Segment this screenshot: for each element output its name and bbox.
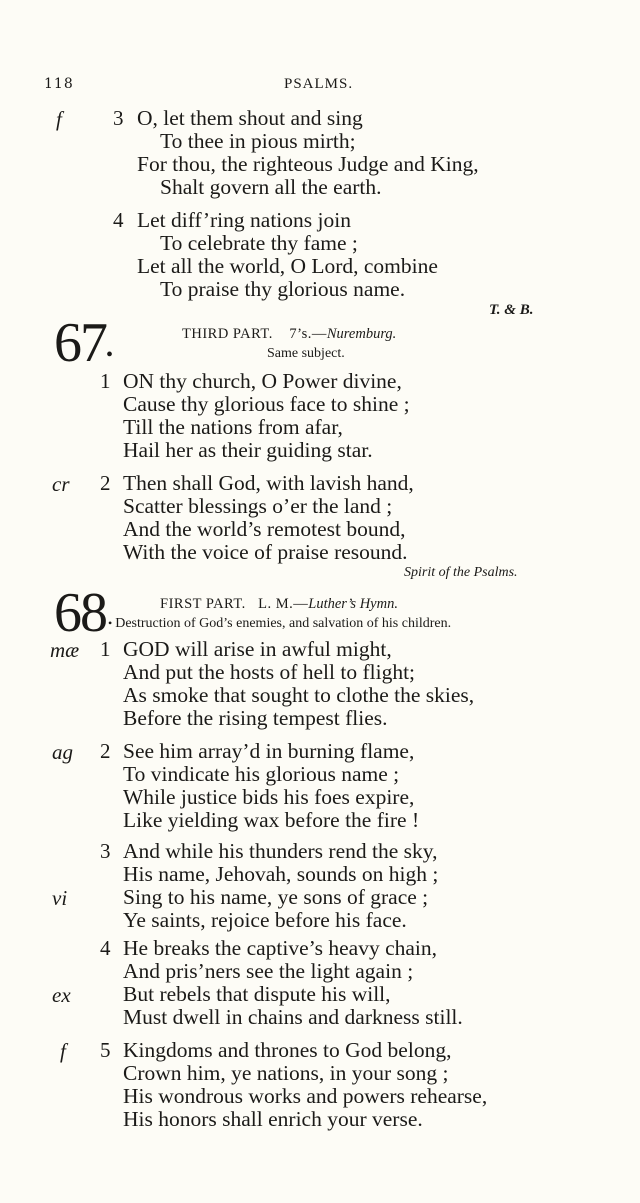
verse-line: Sing to his name, ye sons of grace ; xyxy=(123,885,429,909)
verse-line: To thee in pious mirth; xyxy=(160,129,356,153)
hymn-number: 67• xyxy=(54,312,112,374)
page-number: 118 xyxy=(44,76,74,92)
verse-number: 3 xyxy=(100,839,111,863)
verse-line: Cause thy glorious face to shine ; xyxy=(123,392,410,416)
verse-line: Till the nations from afar, xyxy=(123,415,343,439)
verse-line: Scatter blessings o’er the land ; xyxy=(123,494,393,518)
verse-number: 5 xyxy=(100,1038,111,1062)
verse-number: 4 xyxy=(100,936,111,960)
hymn-heading: FIRST PART. L. M.—Luther’s Hymn. xyxy=(160,596,398,612)
verse-number: 2 xyxy=(100,739,111,763)
dynamic-mark: f xyxy=(60,1039,66,1063)
verse-line: Crown him, ye nations, in your song ; xyxy=(123,1061,449,1085)
verse-line: But rebels that dispute his will, xyxy=(123,982,391,1006)
verse-line: And the world’s remotest bound, xyxy=(123,517,406,541)
verse-line: GOD will arise in awful might, xyxy=(123,637,392,661)
dynamic-mark: f xyxy=(56,107,62,131)
dynamic-mark: ex xyxy=(52,983,71,1007)
source-attribution: Spirit of the Psalms. xyxy=(404,565,518,580)
verse-line: To celebrate thy fame ; xyxy=(160,231,358,255)
verse-line: For thou, the righteous Judge and King, xyxy=(137,152,479,176)
verse-line: To vindicate his glorious name ; xyxy=(123,762,400,786)
verse-line: He breaks the captive’s heavy chain, xyxy=(123,936,438,960)
verse-line: And pris’ners see the light again ; xyxy=(123,959,414,983)
verse-line: His name, Jehovah, sounds on high ; xyxy=(123,862,439,886)
verse-line: Shalt govern all the earth. xyxy=(160,175,382,199)
hymn-heading: THIRD PART. 7’s.—Nuremburg. xyxy=(182,326,397,342)
verse-number: 1 xyxy=(100,369,111,393)
dynamic-mark: vi xyxy=(52,886,68,910)
verse-number: 4 xyxy=(113,208,124,232)
verse-line: As smoke that sought to clothe the skies, xyxy=(123,683,475,707)
running-title: PSALMS. xyxy=(284,76,354,92)
verse-line: And while his thunders rend the sky, xyxy=(123,839,438,863)
verse-number: 2 xyxy=(100,471,111,495)
dynamic-mark: ag xyxy=(52,740,73,764)
hymn-subject: • Destruction of God’s enemies, and salvation of his children. xyxy=(108,616,452,631)
verse-line: His wondrous works and powers rehearse, xyxy=(123,1084,488,1108)
verse-line: Must dwell in chains and darkness still. xyxy=(123,1005,463,1029)
verse-line: See him array’d in burning flame, xyxy=(123,739,415,763)
verse-line: And put the hosts of hell to flight; xyxy=(123,660,416,684)
hymn-number: 68 xyxy=(54,582,106,644)
verse-line: Like yielding wax before the fire ! xyxy=(123,808,420,832)
verse-line: To praise thy glorious name. xyxy=(160,277,406,301)
verse-line: While justice bids his foes expire, xyxy=(123,785,415,809)
verse-line: Kingdoms and thrones to God belong, xyxy=(123,1038,452,1062)
verse-line: Before the rising tempest flies. xyxy=(123,706,388,730)
verse-line: Let all the world, O Lord, combine xyxy=(137,254,438,278)
verse-line: O, let them shout and sing xyxy=(137,106,363,130)
verse-line: Then shall God, with lavish hand, xyxy=(123,471,414,495)
dynamic-mark: cr xyxy=(52,472,70,496)
verse-line: Hail her as their guiding star. xyxy=(123,438,373,462)
verse-line: ON thy church, O Power divine, xyxy=(123,369,402,393)
verse-line: Let diff’ring nations join xyxy=(137,208,351,232)
hymn-subject: Same subject. xyxy=(267,346,345,361)
verse-line: With the voice of praise resound. xyxy=(123,540,408,564)
author-attribution: T. & B. xyxy=(489,302,534,318)
verse-number: 1 xyxy=(100,637,111,661)
verse-line: Ye saints, rejoice before his face. xyxy=(123,908,407,932)
dynamic-mark: mæ xyxy=(50,638,80,662)
verse-line: His honors shall enrich your verse. xyxy=(123,1107,423,1131)
verse-number: 3 xyxy=(113,106,124,130)
